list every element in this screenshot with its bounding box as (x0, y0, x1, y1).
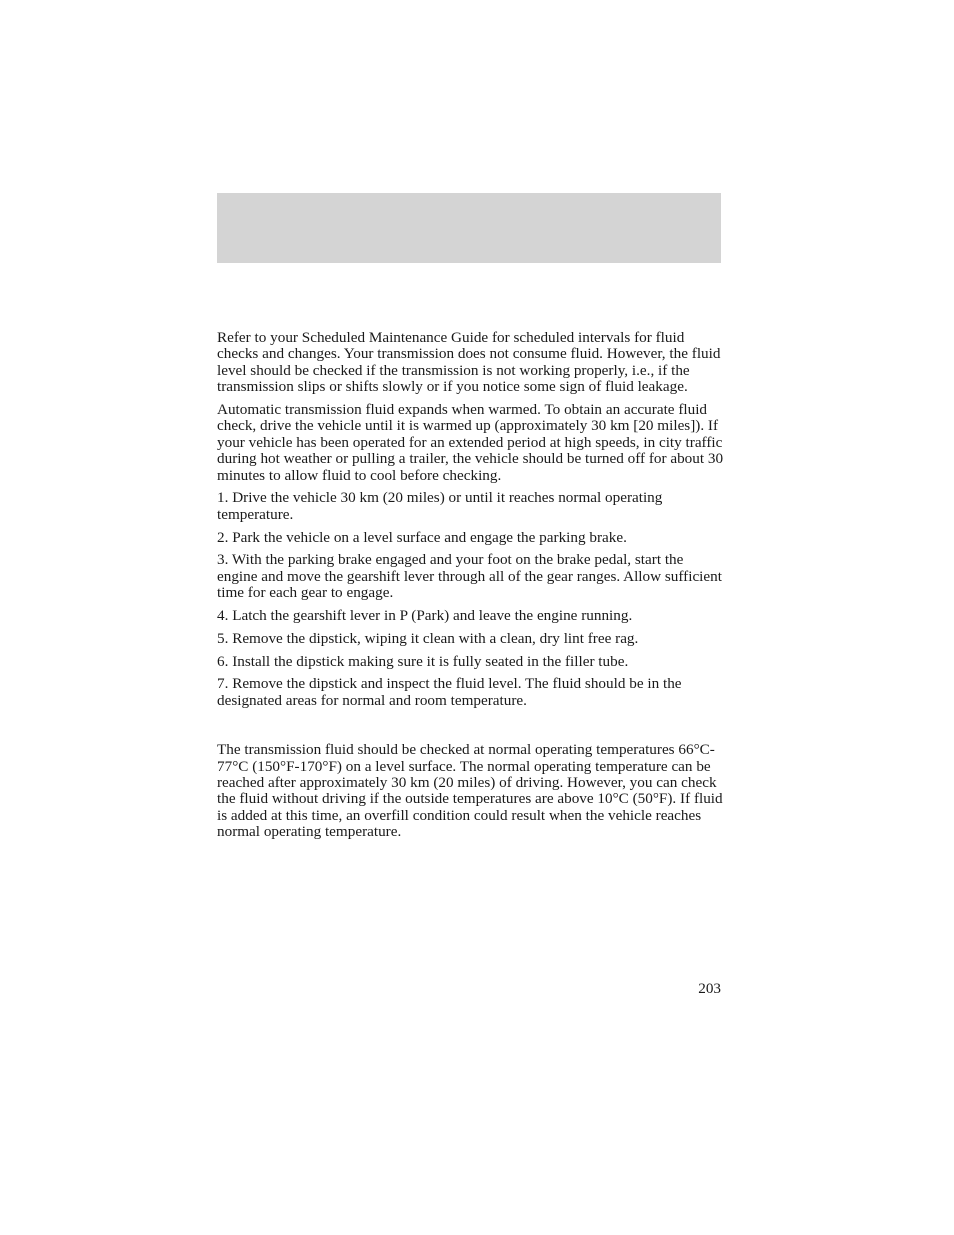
step-6: 6. Install the dipstick making sure it is fully seated in the filler tube. (217, 652, 629, 670)
page-body (217, 330, 725, 847)
step-7: 7. Remove the dipstick and inspect the fluid level. The fluid should be in the designated areas for normal and room temperature. (217, 675, 682, 709)
warm-fluid-paragraph: Automatic transmission fluid expands when warmed. To obtain an accurate fluid check, drive the vehicle until it is warmed up (approximately 30 km [20 miles]). If your vehicle has been operated for an extended period at high speeds, in city traffic during hot weather or pulling a trailer, the vehicle should be turned off for about 30 minutes to allow fluid to cool before checking. (217, 401, 724, 484)
page-number: 203 (698, 980, 721, 997)
section-header-band (217, 193, 721, 263)
step-5: 5. Remove the dipstick, wiping it clean with a clean, dry lint free rag. (217, 629, 639, 647)
step-3: 3. With the parking brake engaged and your foot on the brake pedal, start the engine and move the gearshift lever through all of the gear ranges. Allow sufficient time for each gear to engage. (217, 551, 722, 602)
temperature-paragraph: The transmission fluid should be checked at normal operating temperatures 66°C-77°C (150°F-170°F) on a level surface. The normal operating temperature can be reached after approximately 30 km (20 miles) of driving. However, you can check the fluid without driving if the outside temperatures are above 10°C (50°F). If fluid is added at this time, an overfill condition could result when the vehicle reaches normal operating temperature. (217, 741, 723, 841)
step-1: 1. Drive the vehicle 30 km (20 miles) or until it reaches normal operating temperature. (217, 489, 663, 523)
step-4: 4. Latch the gearshift lever in P (Park) and leave the engine running. (217, 607, 633, 625)
step-2: 2. Park the vehicle on a level surface and engage the parking brake. (217, 528, 627, 546)
intro-paragraph: Refer to your Scheduled Maintenance Guide for scheduled intervals for fluid checks and changes. Your transmission does not consume fluid. However, the fluid level should be checked if the transmission is not working properly, i.e., if the transmission slips or shifts slowly or if you notice some sign of fluid leakage. (217, 329, 721, 396)
